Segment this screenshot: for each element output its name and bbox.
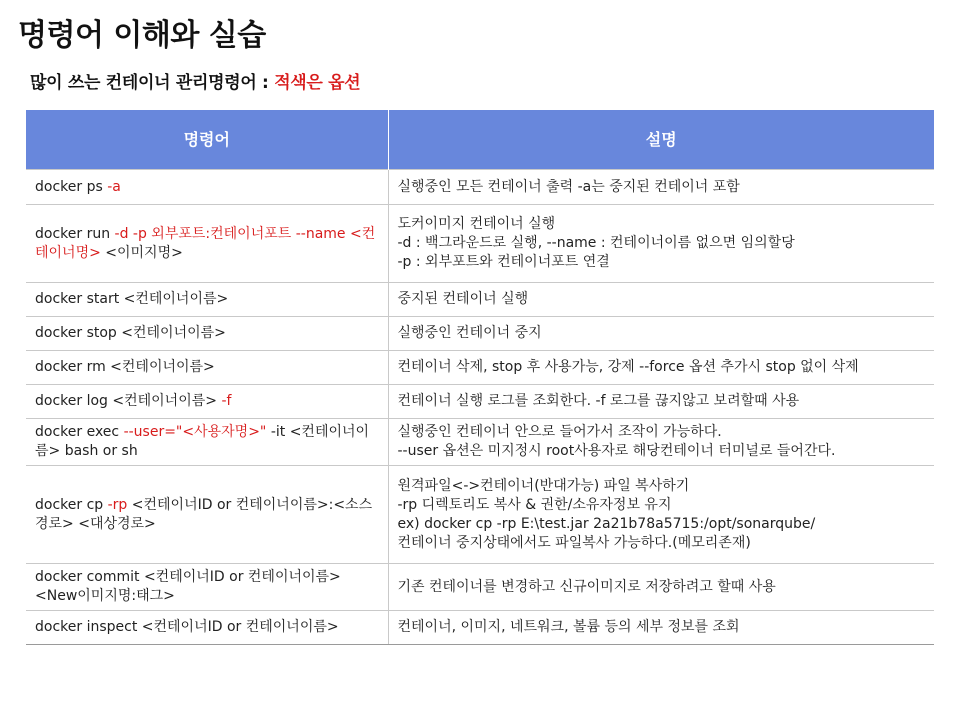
subtitle-highlight: 적색은 옵션 — [274, 73, 361, 93]
table-row — [26, 351, 934, 385]
description-line: 컨테이너 삭제, stop 후 사용가능, 강제 --force 옵션 추가시 stop 없이 삭제 — [397, 359, 859, 375]
command-rest: -it <컨테이너이름> bash or sh — [35, 424, 370, 459]
description-line: 도커이미지 컨테이너 실행 — [397, 216, 556, 232]
command-option: -d -p 외부포트:컨테이너포트 --name <컨테이너명> — [35, 225, 376, 261]
command-base: docker stop <컨테이너이름> — [35, 325, 226, 341]
command-base: docker exec — [35, 424, 124, 440]
description-cell — [388, 564, 934, 611]
command-option: -a — [107, 178, 121, 195]
description-line: -rp 디렉토리도 복사 & 권한/소유자정보 유지 — [397, 496, 672, 513]
description-line: 컨테이너 실행 로그를 조회한다. -f 로그를 끊지않고 보려할때 사용 — [397, 393, 800, 409]
description-line: 원격파일<->컨테이너(반대가능) 파일 복사하기 — [397, 477, 690, 494]
table-row — [26, 466, 934, 564]
command-rest: <이미지명> — [100, 244, 183, 261]
table-row — [26, 170, 934, 205]
page-subtitle — [30, 68, 360, 93]
table-row — [26, 564, 934, 611]
description-cell — [388, 466, 934, 564]
description-cell — [388, 170, 934, 205]
table-row — [26, 419, 934, 466]
description-line: 실행중인 컨테이너 중지 — [397, 325, 542, 341]
description-line: -d : 백그라운드로 실행, --name : 컨테이너이름 없으면 임의할당 — [397, 235, 795, 251]
description-cell — [388, 351, 934, 385]
description-line: ex) docker cp -rp E:\test.jar 2a21b78a5715:/opt/sonarqube/ — [397, 515, 816, 532]
command-base: docker cp — [35, 496, 108, 513]
command-base: docker rm <컨테이너이름> — [35, 359, 215, 375]
command-cell — [26, 170, 388, 205]
description-cell — [388, 611, 934, 645]
table-row — [26, 385, 934, 419]
command-base: docker commit <컨테이너ID or 컨테이너이름> <New이미지명:태그> — [35, 569, 341, 604]
subtitle-text: 많이 쓰는 컨테이너 관리명령어 : — [30, 73, 275, 93]
command-base: docker inspect <컨테이너ID or 컨테이너이름> — [35, 619, 339, 635]
description-line: 실행중인 컨테이너 안으로 들어가서 조작이 가능하다. — [397, 424, 722, 440]
table-row — [26, 611, 934, 645]
command-base: docker log <컨테이너이름> — [35, 393, 222, 409]
command-option: --user="<사용자명>" — [123, 424, 267, 440]
header-description: 설명 — [388, 110, 934, 170]
description-cell — [388, 385, 934, 419]
description-line: --user 옵션은 미지정시 root사용자로 해당컨테이너 터미널로 들어간다. — [397, 443, 836, 459]
command-cell — [26, 205, 388, 283]
description-cell — [388, 283, 934, 317]
description-line: 컨테이너 중지상태에서도 파일복사 가능하다.(메모리존재) — [397, 534, 751, 551]
command-cell — [26, 317, 388, 351]
command-cell — [26, 351, 388, 385]
description-line: 기존 컨테이너를 변경하고 신규이미지로 저장하려고 할때 사용 — [397, 578, 776, 595]
description-line: 컨테이너, 이미지, 네트워크, 볼륨 등의 세부 정보를 조회 — [397, 619, 740, 635]
description-cell — [388, 419, 934, 466]
command-cell — [26, 564, 388, 611]
table-row — [26, 317, 934, 351]
description-line: -p : 외부포트와 컨테이너포트 연결 — [397, 254, 610, 270]
command-cell — [26, 385, 388, 419]
description-cell — [388, 205, 934, 283]
command-cell — [26, 419, 388, 466]
command-cell — [26, 283, 388, 317]
command-base: docker ps — [35, 178, 108, 195]
command-option: -f — [221, 393, 232, 409]
description-cell — [388, 317, 934, 351]
command-table — [26, 110, 934, 645]
page-title: 명령어 이해와 실습 — [18, 18, 266, 53]
command-cell — [26, 611, 388, 645]
command-base: docker start <컨테이너이름> — [35, 291, 229, 307]
header-command: 명령어 — [26, 110, 388, 170]
description-line: 실행중인 모든 컨테이너 출력 -a는 중지된 컨테이너 포함 — [397, 178, 740, 195]
table-header-row — [26, 110, 934, 170]
table-row — [26, 283, 934, 317]
command-cell — [26, 466, 388, 564]
table-row — [26, 205, 934, 283]
description-line: 중지된 컨테이너 실행 — [397, 291, 529, 307]
command-base: docker run — [35, 225, 115, 242]
command-option: -rp — [107, 496, 128, 513]
command-rest: <컨테이너ID or 컨테이너이름>:<소스경로> <대상경로> — [35, 496, 373, 532]
